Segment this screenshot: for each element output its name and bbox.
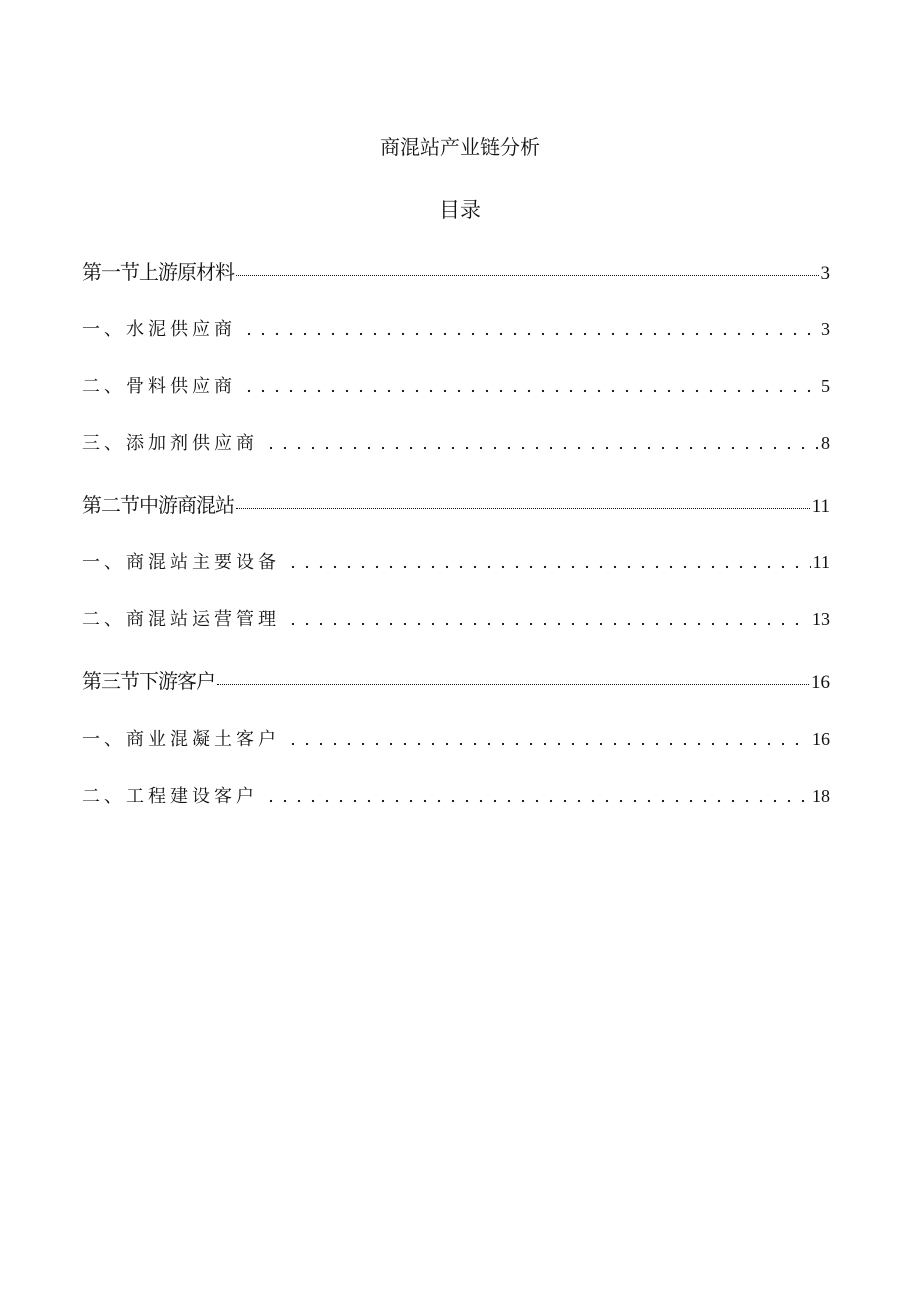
toc-entry-label: 二、商混站运营管理 bbox=[82, 609, 280, 630]
toc-entry-page: 18 bbox=[812, 786, 830, 806]
toc-entry-label: 三、添加剂供应商 bbox=[82, 433, 258, 454]
toc-entry-label: 第一节上游原材料 bbox=[82, 260, 234, 284]
toc-entry-label: 二、工程建设客户 bbox=[82, 786, 258, 807]
toc-dot-leader bbox=[282, 622, 810, 626]
toc-dot-leader bbox=[260, 446, 819, 450]
toc-entry-subsection[interactable] bbox=[82, 548, 830, 576]
toc-entry-subsection[interactable] bbox=[82, 372, 830, 400]
toc-entry-label: 第二节中游商混站 bbox=[82, 493, 234, 517]
toc-dot-leader bbox=[236, 274, 819, 276]
toc-entry-page: 3 bbox=[821, 319, 830, 339]
toc-dot-leader bbox=[236, 507, 810, 509]
document-title: 商混站产业链分析 bbox=[380, 135, 540, 159]
toc-entry-section[interactable] bbox=[82, 256, 830, 284]
toc-entry-page: 16 bbox=[811, 672, 830, 693]
toc-dot-leader bbox=[238, 389, 819, 393]
toc-entry-section[interactable] bbox=[82, 665, 830, 693]
toc-entry-page: 3 bbox=[820, 263, 830, 284]
toc-entry-subsection[interactable] bbox=[82, 429, 830, 457]
toc-entry-page: 8 bbox=[821, 433, 830, 453]
toc-heading: 目录 bbox=[439, 198, 481, 222]
toc-entry-page: 5 bbox=[821, 376, 830, 396]
toc-entry-section[interactable] bbox=[82, 489, 830, 517]
toc-entry-page: 11 bbox=[811, 496, 830, 517]
toc-entry-page: 16 bbox=[812, 729, 830, 749]
toc-entry-label: 一、商业混凝土客户 bbox=[82, 729, 280, 750]
toc-entry-subsection[interactable] bbox=[82, 315, 830, 343]
toc-entry-label: 二、骨料供应商 bbox=[82, 376, 236, 397]
toc-entry-page: 13 bbox=[812, 609, 830, 629]
toc-dot-leader bbox=[282, 565, 811, 569]
toc-entry-subsection[interactable] bbox=[82, 605, 830, 633]
toc-entry-label: 一、商混站主要设备 bbox=[82, 552, 280, 573]
toc-dot-leader bbox=[238, 332, 819, 336]
toc-entry-page: 11 bbox=[812, 552, 830, 572]
toc-entry-subsection[interactable] bbox=[82, 725, 830, 753]
toc-entry-subsection[interactable] bbox=[82, 782, 830, 810]
toc-dot-leader bbox=[282, 742, 810, 746]
toc-dot-leader bbox=[217, 683, 809, 685]
toc-entry-label: 一、水泥供应商 bbox=[82, 319, 236, 340]
toc-entry-label: 第三节下游客户 bbox=[82, 669, 215, 693]
toc-dot-leader bbox=[260, 799, 810, 803]
